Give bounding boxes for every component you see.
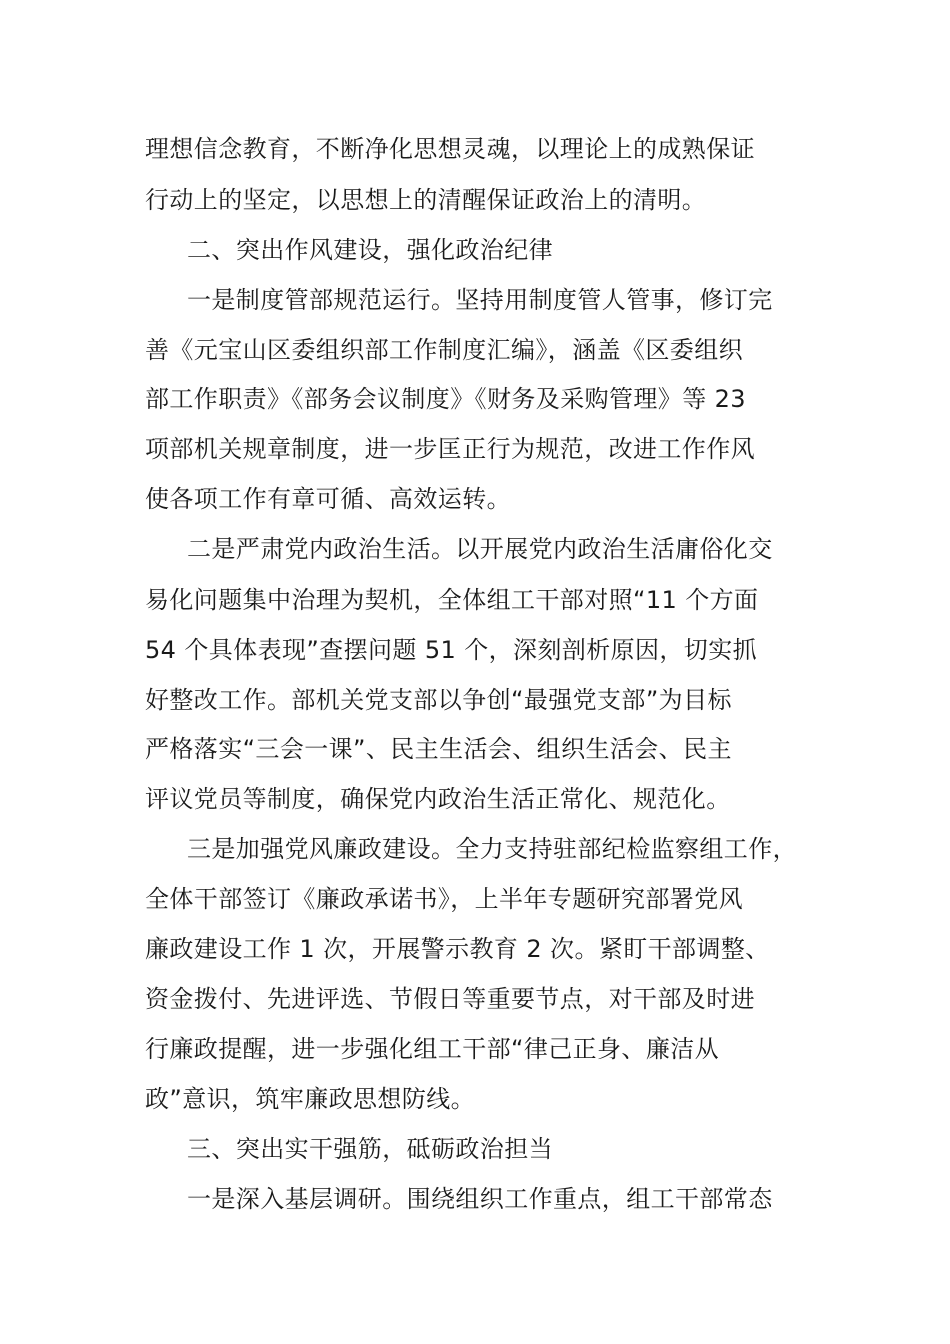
text-line: 严格落实“三会一课”、民主生活会、组织生活会、民主: [145, 735, 732, 763]
text-line: 资金拨付、先进评选、节假日等重要节点，对干部及时进: [145, 985, 755, 1013]
text-line: 行廉政提醒，进一步强化组工干部“律己正身、廉洁从: [145, 1035, 720, 1063]
text-line: 全体干部签订《廉政承诺书》，上半年专题研究部署党风: [145, 885, 743, 913]
text-line: 54 个具体表现”查摆问题 51 个，深刻剖析原因，切实抓: [145, 636, 757, 664]
text-line: 善《元宝山区委组织部工作制度汇编》，涵盖《区委组织: [145, 336, 743, 364]
text-line: 项部机关规章制度，进一步匡正行为规范，改进工作作风: [145, 435, 755, 463]
paragraph-first-line: 二是严肃党内政治生活。以开展党内政治生活庸俗化交: [187, 535, 773, 563]
paragraph-first-line: 三是加强党风廉政建设。全力支持驻部纪检监察组工作，: [187, 835, 797, 863]
paragraph-first-line: 一是深入基层调研。围绕组织工作重点，组工干部常态: [187, 1185, 773, 1213]
text-line: 易化问题集中治理为契机，全体组工干部对照“11 个方面: [145, 586, 759, 614]
section-heading: 三、突出实干强筋，砥砺政治担当: [187, 1135, 553, 1163]
text-line: 使各项工作有章可循、高效运转。: [145, 485, 511, 513]
text-line: 廉政建设工作 1 次，开展警示教育 2 次。紧盯干部调整、: [145, 935, 770, 963]
text-line: 好整改工作。部机关党支部以争创“最强党支部”为目标: [145, 686, 732, 714]
paragraph-first-line: 一是制度管部规范运行。坚持用制度管人管事，修订完: [187, 286, 773, 314]
text-line: 评议党员等制度，确保党内政治生活正常化、规范化。: [145, 785, 731, 813]
text-line: 部工作职责》《部务会议制度》《财务及采购管理》等 23: [145, 385, 746, 413]
text-line: 理想信念教育，不断净化思想灵魂，以理论上的成熟保证: [145, 135, 755, 163]
section-heading: 二、突出作风建设，强化政治纪律: [187, 236, 553, 264]
text-line: 行动上的坚定，以思想上的清醒保证政治上的清明。: [145, 186, 707, 214]
text-line: 政”意识，筑牢廉政思想防线。: [145, 1085, 476, 1113]
